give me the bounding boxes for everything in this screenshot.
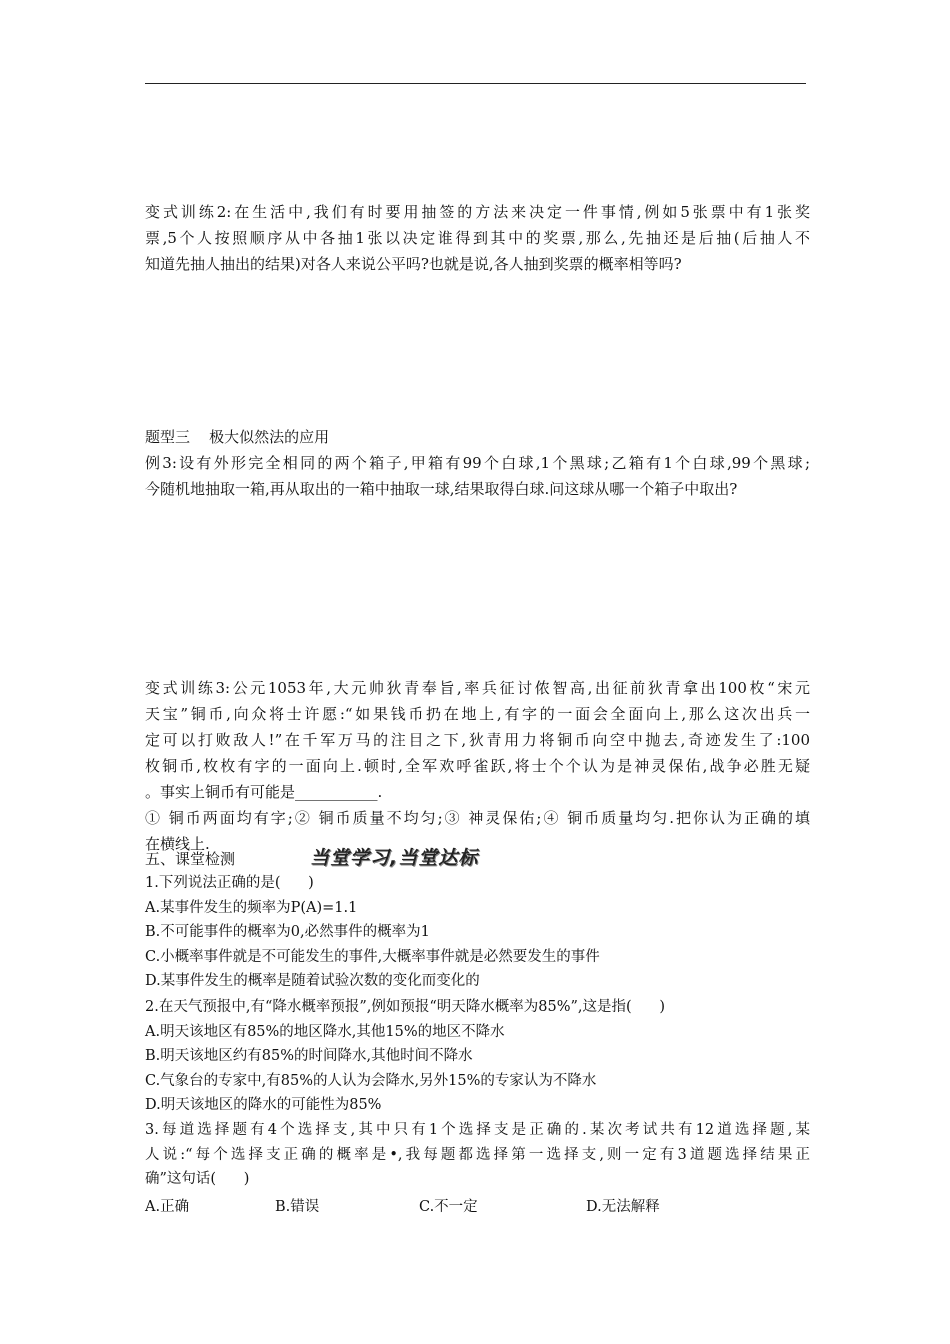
question-3-line-1: 3.每道选择题有4个选择支,其中只有1个选择支是正确的.某次考试共有12道选择题,某 [145, 1122, 810, 1138]
question-3-option-d: D.无法解释 [586, 1199, 660, 1215]
question-3-option-a: A.正确 [145, 1199, 190, 1215]
question-2-stem: 2.在天气预报中,有“降水概率预报”,例如预报“明天降水概率为85%”,这是指( ) [145, 999, 666, 1015]
question-3 [145, 1118, 810, 1192]
practice-3-line-4: 枚铜币,枚枚有字的一面向上.顿时,全军欢呼雀跃,将士个个认为是神灵保佑,战争必胜无疑 [145, 757, 810, 775]
practice-3-line-6: ① 铜币两面均有字;② 铜币质量不均匀;③ 神灵保佑;④ 铜币质量均匀.把你认为正确的填 [145, 809, 810, 827]
question-2-option-a: A.明天该地区有85%的地区降水,其他15%的地区不降水 [145, 1023, 505, 1040]
practice-3-line-1: 变式训练3:公元1053年,大元帅狄青奉旨,率兵征讨侬智高,出征前狄青拿出100枚“宋元 [145, 679, 810, 697]
practice-3-line-5: 。事实上铜币有可能是___________. [145, 783, 383, 801]
question-3-line-3: 确”这句话( ) [145, 1171, 250, 1187]
question-1-option-d: D.某事件发生的概率是随着试验次数的变化而变化的 [145, 973, 480, 989]
practice-3-line-2: 天宝”铜币,向众将士许愿:“如果钱币扔在地上,有字的一面会全面向上,那么这次出兵一 [145, 705, 810, 723]
practice-3-line-7: 在横线上. [145, 835, 210, 853]
question-2-option-c: C.气象台的专家中,有85%的人认为会降水,另外15%的专家认为不降水 [145, 1072, 597, 1089]
question-3-line-2: 人说:“每个选择支正确的概率是•,我每题都选择第一选择支,则一定有3道题选择结果正 [145, 1146, 810, 1163]
example-3-line-2: 今随机地抽取一箱,再从取出的一箱中抽取一球,结果取得白球.问这球从哪一个箱子中取出? [145, 480, 738, 498]
question-2 [145, 995, 810, 1118]
question-3-option-b: B.错误 [275, 1199, 320, 1215]
question-3-option-c: C.不一定 [419, 1199, 478, 1215]
question-2-option-b: B.明天该地区约有85%的时间降水,其他时间不降水 [145, 1048, 473, 1064]
practice-3 [145, 675, 810, 857]
practice-3-line-3: 定可以打败敌人!”在千军万马的注目之下,狄青用力将铜币向空中抛去,奇迹发生了:100 [145, 731, 810, 749]
practice-2-line-2: 票,5个人按照顺序从中各抽1张以决定谁得到其中的奖票,那么,先抽还是后抽(后抽人不 [145, 229, 810, 247]
practice-2-line-1: 变式训练2:在生活中,我们有时要用抽签的方法来决定一件事情,例如5张票中有1张奖 [145, 203, 810, 221]
type-3-heading: 题型三 极大似然法的应用 [145, 428, 330, 446]
question-1-stem: 1.下列说法正确的是( ) [145, 875, 314, 891]
question-1 [145, 871, 810, 994]
practice-2 [145, 199, 810, 277]
question-1-option-a: A.某事件发生的频率为P(A)=1.1 [145, 899, 358, 916]
type-3 [145, 424, 810, 502]
section-5-heading: 五、课堂检测 [145, 850, 236, 868]
practice-2-line-3: 知道先抽人抽出的结果)对各人来说公平吗?也就是说,各人抽到奖票的概率相等吗? [145, 255, 682, 273]
question-2-option-d: D.明天该地区的降水的可能性为85% [145, 1097, 382, 1113]
header-rule [145, 83, 806, 84]
section-5-banner: 当堂学习,当堂达标 [310, 847, 479, 869]
question-1-option-c: C.小概率事件就是不可能发生的事件,大概率事件就是必然要发生的事件 [145, 948, 600, 965]
example-3-line-1: 例3:设有外形完全相同的两个箱子,甲箱有99个白球,1个黑球;乙箱有1个白球,99个黑球; [145, 454, 810, 472]
question-1-option-b: B.不可能事件的概率为0,必然事件的概率为1 [145, 924, 430, 940]
